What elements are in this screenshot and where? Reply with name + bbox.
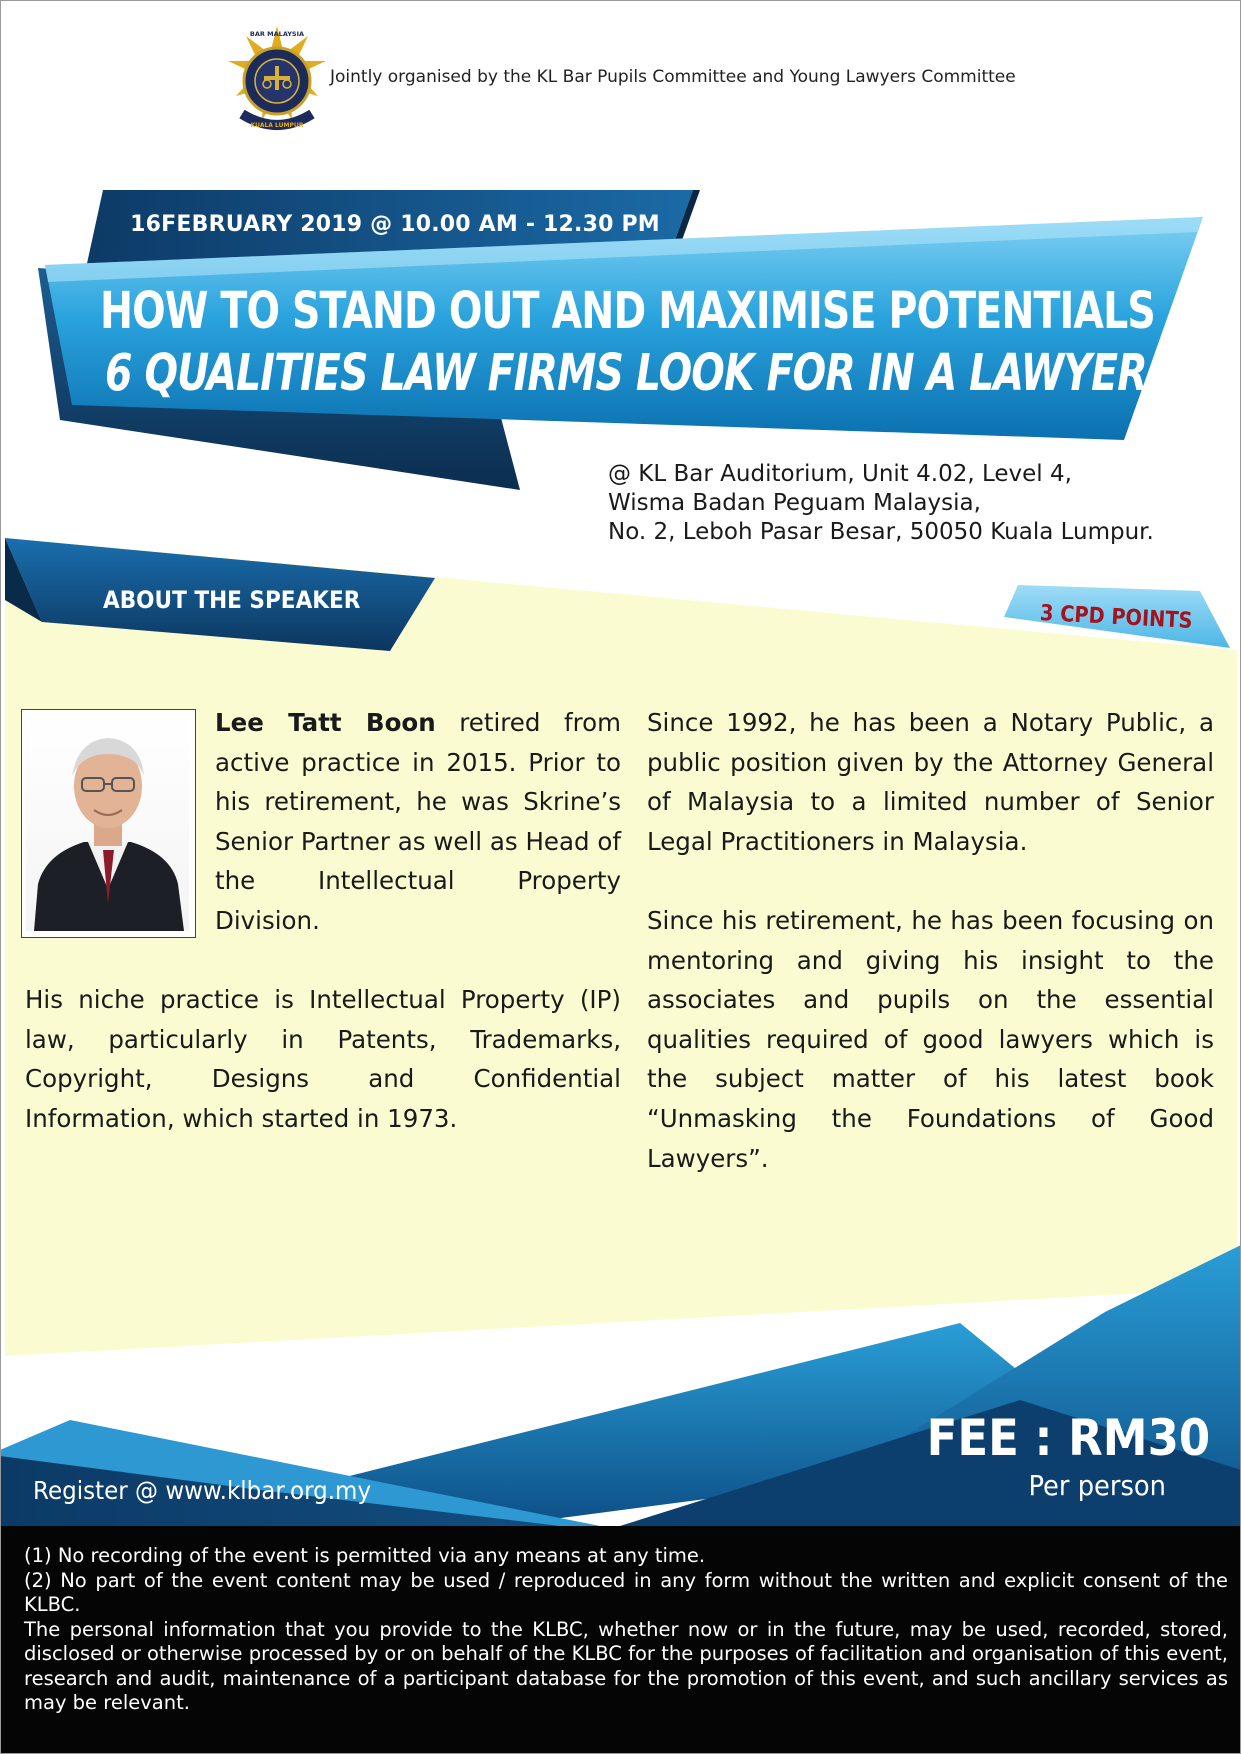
footer-note: (2) No part of the event content may be used / reproduced in any form without the written and explicit consent of the KLBC.: [24, 1568, 1228, 1616]
fee-unit: Per person: [1028, 1469, 1166, 1502]
organiser-text: Jointly organised by the KL Bar Pupils Committee and Young Lawyers Committee: [330, 67, 1016, 87]
speaker-bio-p3: Since 1992, he has been a Notary Public, a public position given by the Attorney General of Malaysia to a limited number of Senior Legal Practitioners in Malaysia.: [647, 708, 1214, 856]
logo-text-bottom: KUALA LUMPUR: [250, 122, 304, 129]
register-link[interactable]: Register @ www.klbar.org.my: [33, 1476, 372, 1505]
venue-line: @ KL Bar Auditorium, Unit 4.02, Level 4,: [608, 461, 1072, 487]
event-title-line1: HOW TO STAND OUT AND MAXIMISE POTENTIALS: [100, 282, 1155, 341]
speaker-bio-p1: retired from active practice in 2015. Prior to his retirement, he was Skrine’s Senior Partner as well as Head of the Intellectual Property Division.: [215, 708, 621, 935]
cpd-points-badge: 3 CPD POINTS: [1039, 601, 1194, 634]
venue-address: [608, 460, 1154, 547]
footer-note: The personal information that you provide to the KLBC, whether now or in the future, may be used, recorded, stored, disclosed or otherwise processed by or on behalf of the KLBC for the purposes of facilitation and organisation of this event, research and audit, maintenance of a participant database for the promotion of this event, and such ancillary services as may be relevant.: [24, 1617, 1228, 1714]
event-title-line2: 6 QUALITIES LAW FIRMS LOOK FOR IN A LAWYER: [105, 344, 1147, 403]
logo-text-top: BAR MALAYSIA: [249, 30, 305, 38]
speaker-portrait: [26, 714, 189, 931]
venue-line: Wisma Badan Peguam Malaysia,: [608, 490, 981, 516]
speaker-bio-p2: His niche practice is Intellectual Property (IP) law, particularly in Patents, Trademarks, Copyright, Designs and Confidential Information, which started in 1973.: [25, 985, 621, 1133]
kl-bar-logo: [228, 26, 326, 144]
event-date: 16FEBRUARY 2019 @ 10.00 AM - 12.30 PM: [130, 212, 660, 237]
speaker-bio-p4: Since his retirement, he has been focusing on mentoring and giving his insight to the associates and pupils on the essential qualities required of good lawyers which is the subject matter of his latest book “Unmasking the Foundations of Good Lawyers”.: [647, 906, 1214, 1173]
venue-line: No. 2, Leboh Pasar Besar, 50050 Kuala Lumpur.: [608, 519, 1154, 545]
speaker-bio-intro: [215, 703, 621, 941]
about-speaker-heading: ABOUT THE SPEAKER: [103, 586, 361, 614]
speaker-photo: [21, 709, 196, 938]
speaker-name: Lee Tatt Boon: [215, 708, 436, 737]
fee-amount: FEE : RM30: [926, 1409, 1211, 1467]
footer-note: (1) No recording of the event is permitted via any means at any time.: [24, 1544, 706, 1567]
footer-notes: [24, 1544, 1228, 1716]
